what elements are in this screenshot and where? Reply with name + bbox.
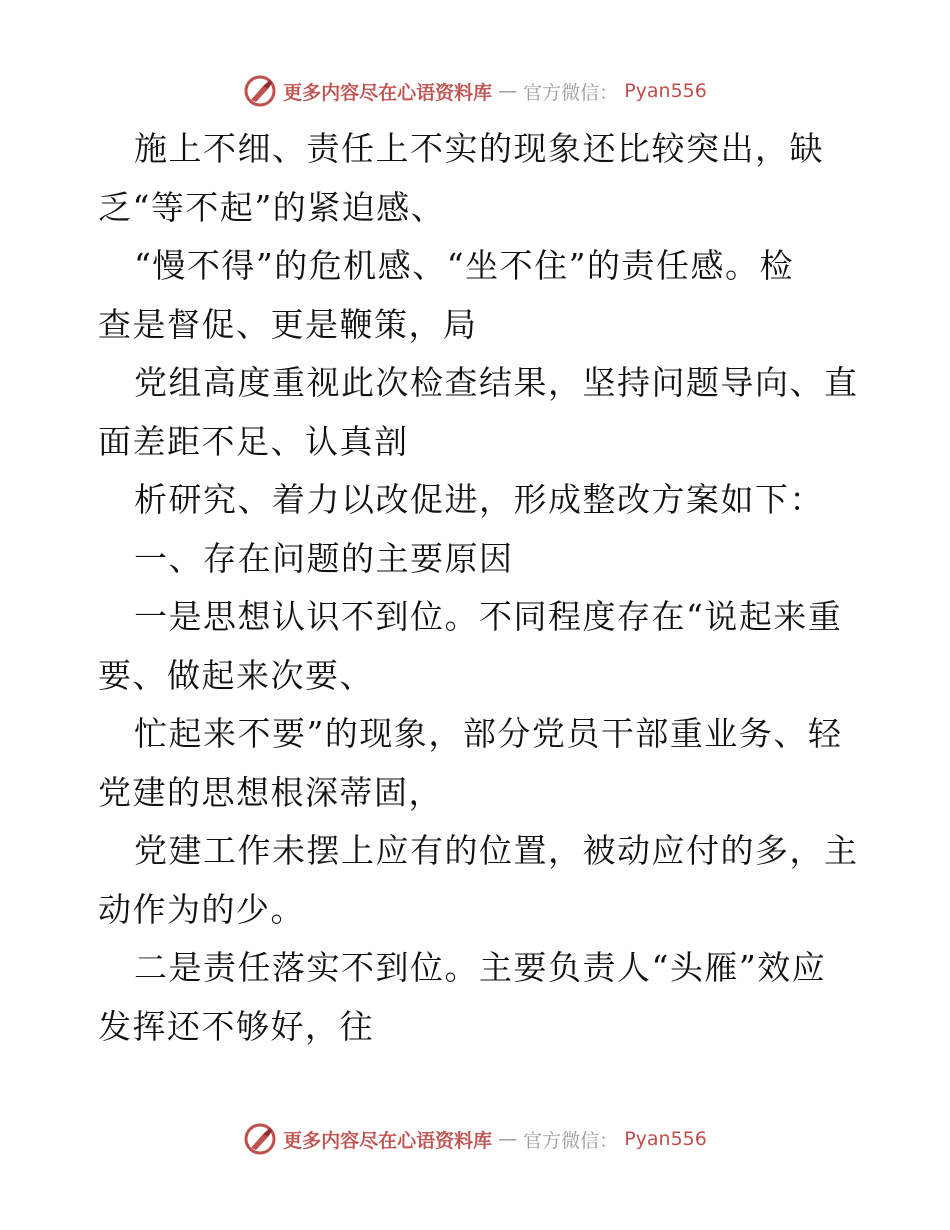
footer-banner: [0, 1122, 950, 1156]
header-wechat-id: Pyan556: [624, 80, 707, 102]
paragraph-line: 一、存在问题的主要原因: [134, 538, 514, 578]
paragraph-line: 一是思想认识不到位。不同程度存在“说起来重: [134, 597, 843, 636]
footer-wechat-label: 官方微信：: [523, 1129, 619, 1152]
paragraph-line: 动作为的少。: [98, 889, 305, 929]
paragraph-line: 发挥还不够好，往: [98, 1006, 374, 1046]
footer-wechat-id: Pyan556: [624, 1128, 707, 1150]
paragraph-line: 面差距不足、认真剖: [98, 421, 409, 461]
footer-brand-text: 更多内容尽在心语资料库: [283, 1129, 493, 1152]
pen-nib-logo-icon: [243, 74, 277, 108]
header-separator: —: [498, 80, 518, 102]
header-wechat-label: 官方微信：: [523, 81, 619, 104]
paragraph-line: 党组高度重视此次检查结果，坚持问题导向、直: [134, 363, 858, 402]
document-body: [98, 120, 858, 1056]
paragraph-line: 乏“等不起”的紧迫感、: [98, 187, 446, 227]
pen-nib-logo-icon: [243, 1122, 277, 1156]
paragraph-line: 党建的思想根深蒂固，: [98, 772, 443, 812]
header-brand-text: 更多内容尽在心语资料库: [283, 81, 493, 104]
paragraph-line: 查是督促、更是鞭策，局: [98, 304, 478, 344]
footer-separator: —: [498, 1128, 518, 1150]
paragraph-line: 施上不细、责任上不实的现象还比较突出，缺: [134, 129, 824, 168]
paragraph-line: 要、做起来次要、: [98, 655, 374, 695]
header-banner: [0, 74, 950, 108]
paragraph-line: 二是责任落实不到位。主要负责人“头雁”效应: [134, 948, 827, 987]
paragraph-line: 忙起来不要”的现象，部分党员干部重业务、轻: [134, 714, 843, 753]
paragraph-line: 析研究、着力以改促进，形成整改方案如下：: [134, 480, 824, 519]
paragraph-line: 党建工作未摆上应有的位置，被动应付的多，主: [134, 831, 858, 870]
paragraph-line: “慢不得”的危机感、“坐不住”的责任感。检: [134, 246, 794, 285]
